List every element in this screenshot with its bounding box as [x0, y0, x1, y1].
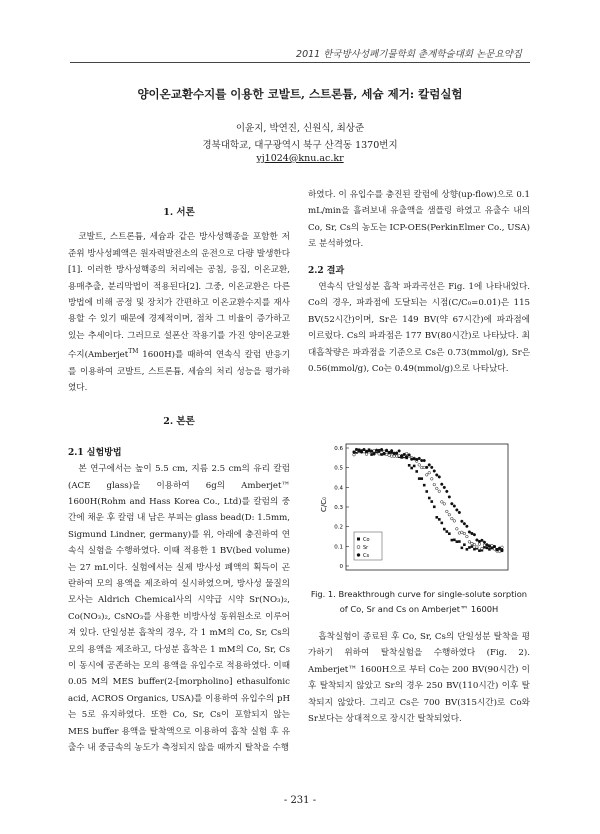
- chart-legend: [354, 532, 382, 560]
- data-point-cs: [358, 449, 361, 452]
- data-point-sr: [456, 528, 459, 531]
- data-point-cs: [405, 455, 408, 458]
- data-point-cs: [378, 449, 381, 452]
- data-point-co: [435, 516, 438, 519]
- data-point-cs: [390, 449, 393, 452]
- data-point-sr: [481, 547, 484, 550]
- affiliation: 경북대학교, 대구광역시 북구 산격동 1370번지: [202, 140, 398, 151]
- data-point-sr: [418, 464, 421, 467]
- data-point-co: [461, 547, 464, 550]
- y-tick-label: 0.1: [334, 544, 343, 551]
- data-point-sr: [493, 548, 496, 551]
- intro-paragraph: 코발트, 스트론튬, 세슘과 같은 방사성핵종을 포함한 저준위 방사성폐액은 원자력발전소의 운전으로 다량 발생한다[1]. 이러한 방사성핵종의 처리에는 공침, 응집, 이온교환, 용매추출, 분리막법이 적용된다[2]. 그중, 이온교환은 다른 방법에 비해 공정 및 장치가 간편하고 이온교환수지를 재사용할 수 있기 때문에 경제적이며, 점차 그 비율이 증가하고 있는 추세이다. 그러므로 설폰산 작용기를 가진 양이온교환수지(Amberjet™ 1600H)를 때하여 연속식 칼럼 반응기를 이용하여 코발트, 스트론튬, 세슘의 처리 성능을 평가하였다.: [68, 232, 290, 393]
- data-point-co: [415, 470, 418, 473]
- data-point-co: [428, 497, 431, 500]
- data-point-co: [453, 539, 456, 542]
- data-point-cs: [403, 453, 406, 456]
- y-tick-label: 0: [339, 564, 343, 570]
- data-point-cs: [466, 525, 469, 528]
- data-point-cs: [408, 454, 411, 457]
- data-point-co: [380, 453, 383, 456]
- data-point-cs: [398, 450, 401, 453]
- data-point-cs: [493, 545, 496, 548]
- right-column: [308, 187, 530, 377]
- data-point-cs: [483, 541, 486, 544]
- data-point-cs: [443, 486, 446, 489]
- data-point-cs: [423, 459, 426, 462]
- data-point-cs: [393, 452, 396, 455]
- data-point-sr: [398, 455, 401, 458]
- data-point-cs: [448, 496, 451, 499]
- data-point-sr: [393, 455, 396, 458]
- y-tick-label: 0.2: [334, 524, 343, 531]
- data-point-sr: [478, 543, 481, 546]
- data-point-cs: [433, 470, 436, 473]
- data-point-sr: [435, 487, 438, 490]
- data-point-sr: [451, 517, 454, 520]
- data-point-co: [430, 500, 433, 503]
- data-point-sr: [440, 501, 443, 504]
- data-point-cs: [430, 466, 433, 469]
- breakthrough-chart: [318, 440, 514, 582]
- data-point-cs: [355, 448, 358, 451]
- data-point-sr: [471, 542, 474, 545]
- data-point-cs: [370, 450, 373, 453]
- authors: 이윤지, 박연진, 신원식, 최상준: [235, 123, 365, 134]
- data-point-sr: [388, 454, 391, 457]
- legend-marker-co: [357, 538, 360, 541]
- data-point-cs: [375, 449, 378, 452]
- data-point-cs: [481, 539, 484, 542]
- method-paragraph: 본 연구에서는 높이 5.5 cm, 지름 2.5 cm의 유리 칼럼(ACE glass)을 이용하여 6g의 Amberjet™ 1600H(Rohm and Hass Korea Co., Ltd)를 칼럼의 중간에 채운 후 칼럼 내 남은 부피는 glass bead(D: 1.5mm, Sigmund Lindner, germany)를 위, 아래에 충진하여 연속식 실험을 수행하였다. 이때 적용한 1 BV(bed volume)는 27 mL이다. 실험에서는 실제 방사성 폐액의 획득이 곤란하여 모의 용액을 제조하여 실시하였으며, 방사성 물질의 모사는 Aldrich Chemical사의 시약급 시약 Sr(NO₃)₂, Co(NO₃)₂, CsNO₃를 사용한 비방사성 동위원소로 이루어져 있다. 단일성분 흡착의 경우, 각 1 mM의 Co, Sr, Cs의 모의 용액을 제조하고, 다성분 흡착은 1 mM의 Co, Sr, Cs이 동시에 공존하는 모의 용액을 유입수로 적용하였다. 이때 0.05 M의 MES buffer(2-[morpholino] ethasulfonic acid, ACROS Organics, USA)를 이용하여 유입수의 pH는 5로 유지하였다. 또한 Co, Sr, Cs이 포함되지 않는 MES buffer 용액을 탈착액으로 이용하여 흡착 실험 후 유출수 내 중금속의 농도가 측정되지 않을 때까지 탈착을 수행: [68, 464, 290, 754]
- paper-title: 양이온교환수지를 이용한 코발트, 스트론튬, 세슘 제거: 칼럼실험: [137, 87, 463, 101]
- legend-label-sr: Sr: [363, 545, 369, 551]
- data-point-co: [456, 540, 459, 543]
- data-point-cs: [368, 449, 371, 452]
- data-point-co: [370, 453, 373, 456]
- data-point-sr: [498, 550, 501, 553]
- data-point-cs: [410, 458, 413, 461]
- method-continued-paragraph: 하였다. 이 유입수를 충진된 칼럼에 상향(up-flow)으로 0.1 mL/min을 흘려보내 유출액을 샘플링 하였고 유출수 내의 Co, Sr, Cs의 농도는 ICP-OES(PerkinElmer Co., USA)로 분석하였다.: [308, 190, 530, 250]
- data-point-co: [448, 532, 451, 535]
- data-point-co: [473, 548, 476, 551]
- data-point-cs: [373, 453, 376, 456]
- data-point-co: [433, 505, 436, 508]
- results-paragraph-2: 흡착실험이 종료된 후 Co, Sr, Cs의 단일성분 탈착을 평가하기 위하여 탈착실험을 수행하였다 (Fig. 2). Amberjet™ 1600H으로 부터 Co는 200 BV(90시간) 이후 탈착되지 않았고 Sr의 경우 250 BV(110시간) 이후 탈착되지 않았다. 그리고 Cs은 700 BV(315시간)로 Co와 Sr보다는 상대적으로 장시간 탈착되었다.: [308, 632, 530, 725]
- data-point-co: [413, 465, 416, 468]
- data-point-cs: [461, 520, 464, 523]
- data-point-cs: [428, 464, 431, 467]
- data-point-co: [418, 477, 421, 480]
- legend-label-cs: Cs: [363, 553, 370, 559]
- section-heading-intro: 1. 서론: [163, 207, 195, 218]
- y-axis-label: C/C₀: [320, 497, 328, 512]
- figure-caption: Fig. 1. Breakthrough curve for single-solute sorption of Co, Sr and Cs on Amberjet™ 1600H: [310, 589, 528, 614]
- data-point-cs: [458, 511, 461, 514]
- data-point-co: [468, 546, 471, 549]
- data-point-sr: [453, 520, 456, 523]
- data-point-co: [488, 548, 491, 551]
- data-point-cs: [501, 548, 504, 551]
- data-point-cs: [440, 483, 443, 486]
- data-point-sr: [430, 478, 433, 481]
- data-point-cs: [446, 490, 449, 493]
- data-point-cs: [491, 547, 494, 550]
- legend-marker-sr: [357, 546, 360, 549]
- subsection-heading-results: 2.2 결과: [308, 265, 345, 276]
- data-point-cs: [451, 502, 454, 505]
- data-point-cs: [453, 505, 456, 508]
- data-point-co: [466, 548, 469, 551]
- email-link[interactable]: yj1024@knu.ac.kr: [256, 153, 344, 164]
- data-point-sr: [353, 453, 356, 456]
- data-point-cs: [383, 452, 386, 455]
- data-point-sr: [468, 541, 471, 544]
- data-point-co: [471, 545, 474, 548]
- data-point-co: [486, 547, 489, 550]
- data-point-co: [420, 477, 423, 480]
- data-point-sr: [420, 466, 423, 469]
- page-number: - 231 -: [283, 795, 317, 806]
- data-point-cs: [496, 548, 499, 551]
- data-point-co: [438, 518, 441, 521]
- data-point-sr: [458, 532, 461, 535]
- y-tick-label: 0.5: [334, 465, 343, 472]
- section-heading-body: 2. 본론: [163, 416, 195, 428]
- data-point-sr: [390, 455, 393, 458]
- results-paragraph-1: 연속식 단일성분 흡착 파과곡선은 Fig. 1에 나타내었다. Co의 경우, 파과점에 도달되는 시점(C/C₀=0.01)은 115 BV(52시간)이며, Sr은 149 BV(약 67시간)에 파과점에 이르렀다. Cs의 파과점은 177 BV(80시간)로 나타났다. 최대흡착량은 파과점을 기준으로 Cs은 0.73(mmol/g), Sr은 0.56(mmol/g), Co는 0.49(mmol/g)으로 나타났다.: [308, 282, 530, 375]
- data-point-cs: [420, 459, 423, 462]
- data-point-sr: [405, 452, 408, 455]
- data-point-cs: [456, 509, 459, 512]
- data-point-cs: [353, 451, 356, 454]
- data-point-cs: [388, 451, 391, 454]
- data-point-cs: [360, 451, 363, 454]
- data-point-sr: [423, 466, 426, 469]
- y-tick-label: 0.4: [334, 485, 343, 492]
- data-point-sr: [428, 471, 431, 474]
- data-point-sr: [448, 513, 451, 516]
- data-point-sr: [373, 450, 376, 453]
- data-point-cs: [488, 545, 491, 548]
- data-point-co: [423, 484, 426, 487]
- running-header: 2011 한국방사성폐기물학회 춘계학술대회 논문요약집: [296, 49, 522, 60]
- data-point-co: [410, 467, 413, 470]
- data-point-co: [451, 539, 454, 542]
- data-point-sr: [365, 453, 368, 456]
- right-column-lower: [308, 629, 530, 727]
- data-point-sr: [466, 535, 469, 538]
- data-point-cs: [468, 531, 471, 534]
- y-tick-label: 0.6: [334, 446, 343, 452]
- data-point-sr: [378, 453, 381, 456]
- data-point-sr: [446, 510, 449, 513]
- y-tick-label: 0.3: [334, 505, 343, 511]
- data-point-cs: [363, 448, 366, 451]
- data-point-sr: [438, 490, 441, 493]
- data-point-co: [463, 543, 466, 546]
- left-column: [68, 205, 290, 756]
- data-point-sr: [461, 531, 464, 534]
- data-point-sr: [483, 544, 486, 547]
- data-point-cs: [413, 458, 416, 461]
- data-point-cs: [385, 449, 388, 452]
- data-point-cs: [435, 474, 438, 477]
- data-point-sr: [433, 483, 436, 486]
- data-point-cs: [365, 450, 368, 453]
- data-point-cs: [415, 458, 418, 461]
- legend-label-co: Co: [363, 537, 370, 543]
- data-point-sr: [473, 543, 476, 546]
- data-point-cs: [425, 466, 428, 469]
- data-point-cs: [486, 543, 489, 546]
- data-point-cs: [438, 476, 441, 479]
- data-point-co: [478, 549, 481, 552]
- legend-marker-cs: [357, 554, 360, 557]
- data-point-co: [408, 464, 411, 467]
- data-point-cs: [463, 522, 466, 525]
- data-point-sr: [425, 474, 428, 477]
- data-point-cs: [498, 547, 501, 550]
- data-point-co: [446, 530, 449, 533]
- data-point-co: [440, 522, 443, 525]
- subsection-heading-method: 2.1 실험방법: [68, 447, 122, 458]
- data-point-sr: [395, 455, 398, 458]
- data-point-co: [425, 490, 428, 493]
- data-point-cs: [473, 533, 476, 536]
- data-point-cs: [476, 539, 479, 542]
- header-rule: [70, 62, 530, 63]
- data-point-sr: [463, 532, 466, 535]
- data-point-cs: [478, 540, 481, 543]
- data-point-cs: [380, 448, 383, 451]
- data-point-cs: [471, 532, 474, 535]
- data-point-cs: [400, 454, 403, 457]
- data-point-co: [443, 528, 446, 531]
- data-point-sr: [443, 503, 446, 506]
- data-point-sr: [501, 546, 504, 549]
- data-point-cs: [418, 457, 421, 460]
- data-point-sr: [385, 453, 388, 456]
- data-point-co: [458, 540, 461, 543]
- data-point-cs: [395, 452, 398, 455]
- data-point-sr: [476, 546, 479, 549]
